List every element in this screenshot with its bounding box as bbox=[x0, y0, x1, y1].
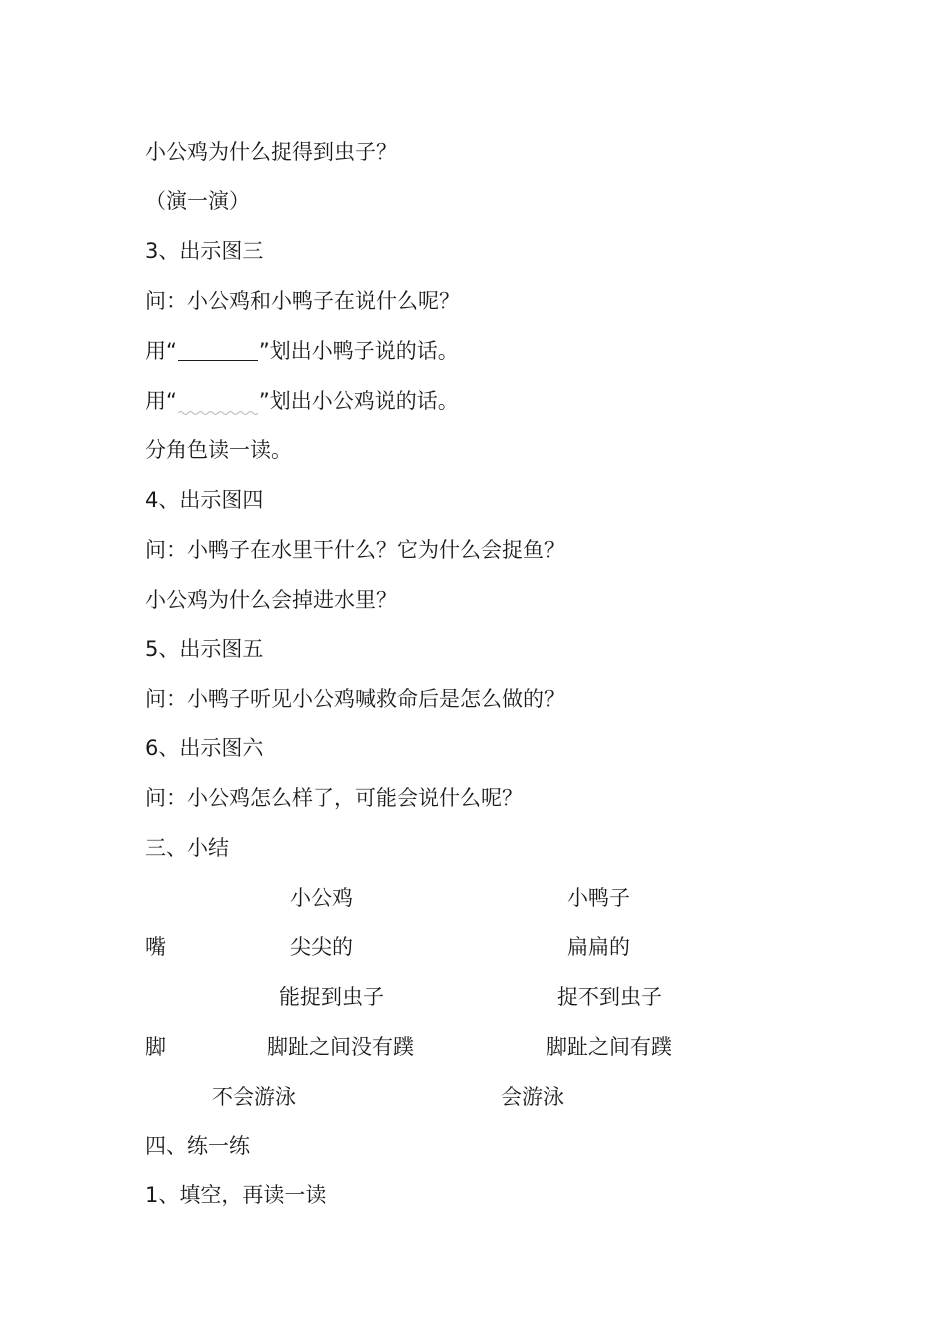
act-it-out-note: （演一演） bbox=[145, 189, 250, 213]
section-summary-heading: 三、小结 bbox=[145, 836, 229, 860]
question-duck-rescue: 问：小鸭子听见小公鸡喊救命后是怎么做的？ bbox=[145, 687, 565, 711]
summary-rooster-catch: 能捉到虫子 bbox=[279, 985, 384, 1009]
summary-header-duck: 小鸭子 bbox=[567, 886, 630, 910]
instruction-prefix: 用“ bbox=[145, 389, 177, 413]
summary-duck-swim: 会游泳 bbox=[501, 1085, 564, 1109]
question-duck-in-water: 问：小鸭子在水里干什么？它为什么会捉鱼？ bbox=[145, 538, 565, 562]
exercise-1-heading: 1、填空，再读一读 bbox=[145, 1183, 327, 1207]
step-3-heading: 3、出示图三 bbox=[145, 239, 264, 263]
straight-underline-blank bbox=[178, 340, 258, 361]
instruction-underline-rooster bbox=[145, 387, 459, 415]
step-6-heading: 6、出示图六 bbox=[145, 736, 264, 760]
summary-rooster-mouth: 尖尖的 bbox=[290, 935, 353, 959]
instruction-underline-duck bbox=[145, 337, 459, 365]
summary-row-feet: 脚 bbox=[145, 1035, 166, 1059]
summary-duck-mouth: 扁扁的 bbox=[567, 935, 630, 959]
question-rooster-falls: 小公鸡为什么会掉进水里？ bbox=[145, 588, 397, 612]
summary-header-rooster: 小公鸡 bbox=[290, 886, 353, 910]
section-practice-heading: 四、练一练 bbox=[145, 1134, 250, 1158]
instruction-prefix: 用“ bbox=[145, 339, 177, 363]
instruction-suffix: ”划出小鸭子说的话。 bbox=[258, 339, 459, 363]
instruction-suffix: ”划出小公鸡说的话。 bbox=[258, 389, 459, 413]
summary-row-mouth: 嘴 bbox=[145, 935, 166, 959]
role-reading-instruction: 分角色读一读。 bbox=[145, 438, 292, 462]
step-5-heading: 5、出示图五 bbox=[145, 637, 264, 661]
question-rooster-catch-bugs: 小公鸡为什么捉得到虫子？ bbox=[145, 140, 397, 164]
summary-duck-feet: 脚趾之间有蹼 bbox=[546, 1035, 672, 1059]
question-dialogue: 问：小公鸡和小鸭子在说什么呢？ bbox=[145, 289, 460, 313]
wavy-underline-blank bbox=[178, 391, 258, 411]
summary-rooster-feet: 脚趾之间没有蹼 bbox=[267, 1035, 414, 1059]
summary-duck-catch: 捉不到虫子 bbox=[557, 985, 662, 1009]
step-4-heading: 4、出示图四 bbox=[145, 488, 264, 512]
question-rooster-after: 问：小公鸡怎么样了，可能会说什么呢？ bbox=[145, 786, 523, 810]
summary-rooster-swim: 不会游泳 bbox=[212, 1085, 296, 1109]
